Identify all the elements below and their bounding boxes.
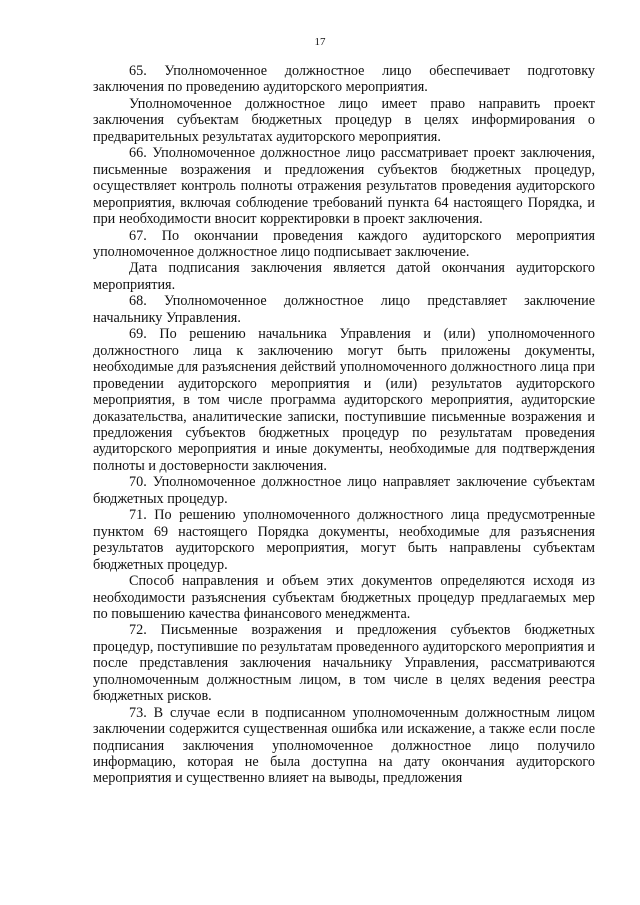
paragraph-71: 71. По решению уполномоченного должностного лица предусмотренные пунктом 69 настоящего Порядка документы, необходимые для разъяснения результатов аудиторского мероприятия, могут быть направлены субъектам бюджетных процедур.	[93, 507, 595, 573]
paragraph-69: 69. По решению начальника Управления и (или) уполномоченного должностного лица к заключению могут быть приложены документы, необходимые для разъяснения действий уполномоченного должностного лица при проведении аудиторского мероприятия и (или) результатов аудиторского мероприятия, в том числе программа аудиторского мероприятия, аудиторские доказательства, аналитические записки, поступившие письменные возражения и предложения субъектов бюджетных процедур по результатам проведения аудиторского мероприятия и иные документы, необходимые для подтверждения полноты и достоверности заключения.	[93, 326, 595, 474]
page-number: 17	[314, 36, 326, 48]
paragraph-72: 72. Письменные возражения и предложения субъектов бюджетных процедур, поступившие по результатам проведенного аудиторского мероприятия и после представления заключения начальнику Управления, рассматриваются уполномоченным должностным лицом, в том числе в целях ведения реестра бюджетных рисков.	[93, 622, 595, 705]
paragraph-67-date: Дата подписания заключения является датой окончания аудиторского мероприятия.	[93, 260, 595, 293]
paragraph-65: 65. Уполномоченное должностное лицо обеспечивает подготовку заключения по проведению аудиторского мероприятия.	[93, 63, 595, 96]
paragraph-70: 70. Уполномоченное должностное лицо направляет заключение субъектам бюджетных процедур.	[93, 474, 595, 507]
paragraph-73: 73. В случае если в подписанном уполномоченным должностным лицом заключении содержится существенная ошибка или искажение, а также если после подписания заключения уполномоченное должностное лицо получило информацию, которая не была доступна на дату окончания аудиторского мероприятия и существенно влияет на выводы, предложения	[93, 704, 595, 787]
paragraph-68: 68. Уполномоченное должностное лицо представляет заключение начальнику Управления.	[93, 293, 595, 326]
paragraph-71-method: Способ направления и объем этих документов определяются исходя из необходимости разъяснения субъектам бюджетных процедур предлагаемых мер по повышению качества финансового менеджмента.	[93, 573, 595, 622]
paragraph-67: 67. По окончании проведения каждого аудиторского мероприятия уполномоченное должностное лицо подписывает заключение.	[93, 227, 595, 260]
paragraph-66: 66. Уполномоченное должностное лицо рассматривает проект заключения, письменные возражения и предложения субъектов бюджетных процедур, осуществляет контроль полноты отражения результатов проведения аудиторского мероприятия, включая соблюдение требований пункта 64 настоящего Порядка, и при необходимости вносит корректировки в проект заключения.	[93, 145, 595, 228]
document-body	[93, 63, 595, 787]
paragraph-65-right: Уполномоченное должностное лицо имеет право направить проект заключения субъектам бюджетных процедур в целях информирования о предварительных результатах аудиторского мероприятия.	[93, 95, 595, 145]
